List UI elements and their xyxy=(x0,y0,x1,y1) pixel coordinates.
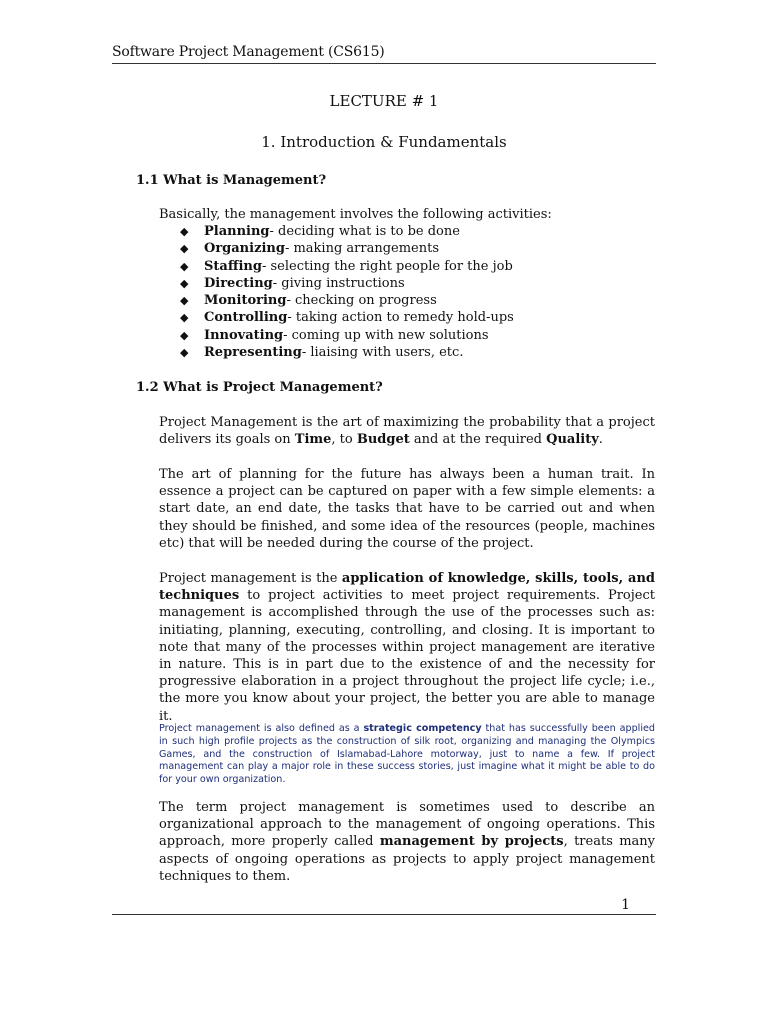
bullet-desc: - coming up with new solutions xyxy=(283,327,489,343)
list-item xyxy=(180,223,514,240)
footer-divider xyxy=(112,914,656,915)
activities-list xyxy=(180,223,514,361)
chapter-title: 1. Introduction & Fundamentals xyxy=(261,133,507,151)
bullet-desc: - selecting the right people for the job xyxy=(261,258,513,274)
list-item xyxy=(180,275,514,292)
diamond-bullet-icon: ◆ xyxy=(180,328,189,342)
bullet-term: Monitoring xyxy=(204,293,287,309)
running-header: Software Project Management (CS615) xyxy=(112,44,656,64)
diamond-bullet-icon: ◆ xyxy=(180,346,189,360)
diamond-bullet-icon: ◆ xyxy=(180,294,189,308)
bullet-term: Planning xyxy=(204,224,270,239)
bullet-term: Organizing xyxy=(204,241,285,257)
bullet-term: Representing xyxy=(204,345,302,361)
paragraph-application: Project management is the application of knowledge, skills, tools, and techniques to project activities to meet project requirements. Project management is accomplished through the use of the processes such as: initiating, planning, executing, controlling, and closing. It is important to note that many of the processes within project management are iterative in nature. This is in part due to the existence of and the necessity for progressive elaboration in a project throughout the project life cycle; i.e., the more you know about your project, the better you are able to manage it. xyxy=(159,571,655,724)
bullet-term: Staffing xyxy=(204,258,262,274)
diamond-bullet-icon: ◆ xyxy=(180,225,189,238)
list-item xyxy=(180,344,514,361)
note-strategic-competency: Project management is also defined as a strategic competency that has successfully been applied in such high profile projects as the construction of silk root, organizing and managing the Olympics Games, and the construction of Islamabad-Lahore motorway, just to name a few. If project management can play a major role in these success stories, just imagine what it might be able to do for your own organization. xyxy=(159,723,655,786)
page-number: 1 xyxy=(621,897,630,913)
section-intro: Basically, the management involves the following activities: xyxy=(159,207,552,222)
list-item xyxy=(180,292,514,309)
paragraph-definition: Project Management is the art of maximizing the probability that a project delivers its goals on Time, to Budget and at the required Quality. xyxy=(159,415,655,448)
bullet-term: Innovating xyxy=(204,327,284,343)
bullet-desc: - giving instructions xyxy=(272,275,405,291)
diamond-bullet-icon: ◆ xyxy=(180,259,189,273)
paragraph-planning: The art of planning for the future has always been a human trait. In essence a project can be captured on paper with a few simple elements: a start date, an end date, the tasks that have to be carried out and when they should be finished, and some idea of the resources (people, machines etc) that will be needed during the course of the project. xyxy=(159,467,655,551)
section-heading-management: 1.1 What is Management? xyxy=(136,173,327,188)
bullet-desc: - taking action to remedy hold-ups xyxy=(287,310,514,326)
diamond-bullet-icon: ◆ xyxy=(180,276,189,290)
bullet-desc: - making arrangements xyxy=(284,241,440,257)
section-heading-project-management: 1.2 What is Project Management? xyxy=(136,380,383,395)
diamond-bullet-icon: ◆ xyxy=(180,242,189,256)
diamond-bullet-icon: ◆ xyxy=(180,311,189,325)
list-item xyxy=(180,327,514,344)
paragraph-management-by-projects: The term project management is sometimes used to describe an organizational approach to the management of ongoing operations. This approach, more properly called management by projects, treats many aspects of ongoing operations as projects to apply project management techniques to them. xyxy=(159,800,655,884)
bullet-term: Directing xyxy=(204,275,273,291)
list-item xyxy=(180,240,514,257)
lecture-title: LECTURE # 1 xyxy=(329,92,439,110)
list-item xyxy=(180,258,514,275)
bullet-term: Controlling xyxy=(204,310,288,326)
bullet-desc: - checking on progress xyxy=(286,293,437,309)
bullet-desc: - deciding what is to be done xyxy=(269,224,460,239)
list-item xyxy=(180,309,514,326)
bullet-desc: - liaising with users, etc. xyxy=(301,345,464,361)
